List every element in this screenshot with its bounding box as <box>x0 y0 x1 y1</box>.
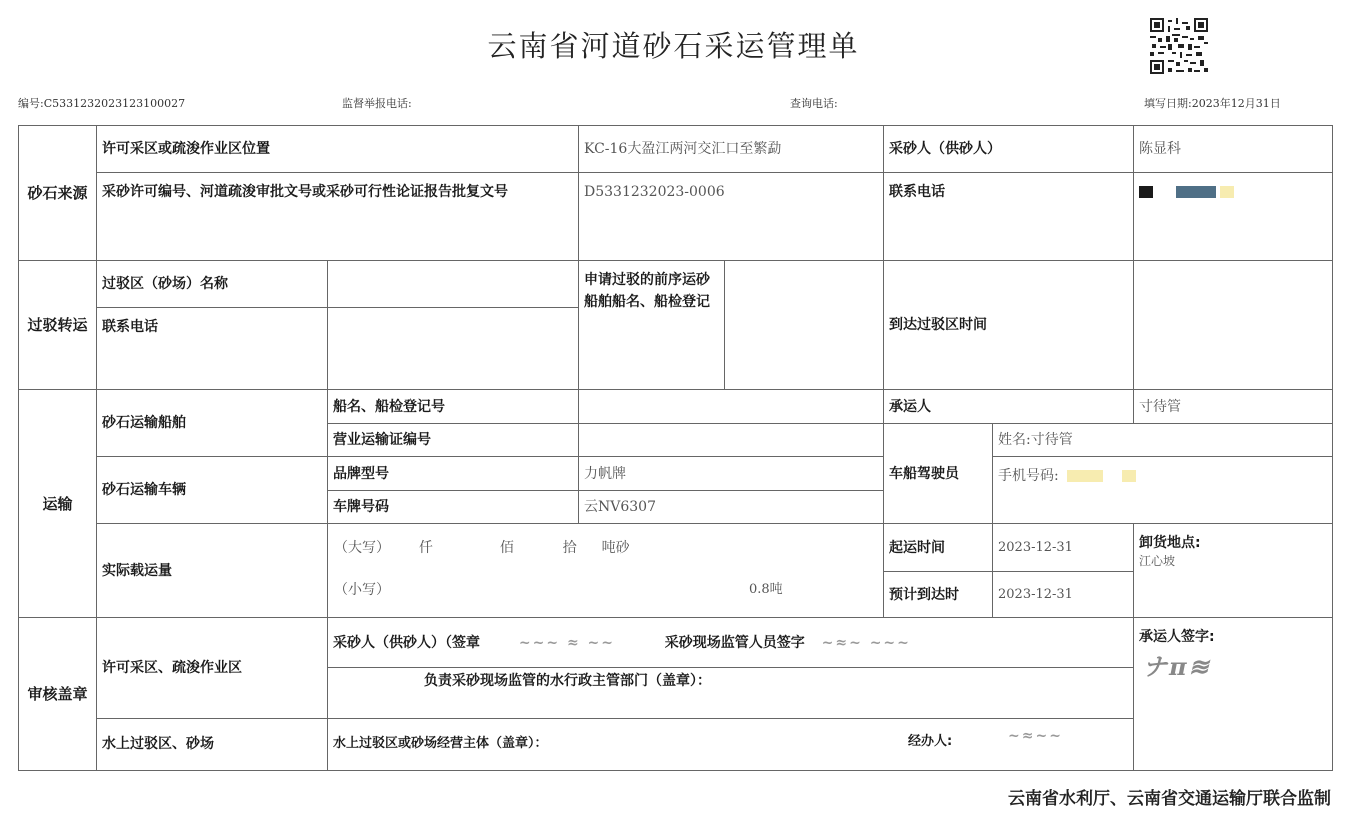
business-cert-value <box>579 423 884 456</box>
supervisor-signature-icon: ~≈~ ~~~ <box>821 634 911 651</box>
query-phone: 查询电话: <box>790 97 838 110</box>
plate-value: 云NV6307 <box>579 490 884 523</box>
carrier-value: 寸待管 <box>1134 390 1333 423</box>
fill-date: 填写日期:2023年12月31日 <box>1144 97 1281 110</box>
miner-value: 陈显科 <box>1134 126 1333 173</box>
plate-label: 车牌号码 <box>328 490 579 523</box>
eta-value: 2023-12-31 <box>993 572 1134 618</box>
footer-issuer: 云南省水利厅、云南省交通运输厅联合监制 <box>1008 789 1331 809</box>
yard-name-value <box>328 260 579 307</box>
load-upper-bai: 佰 <box>499 539 514 556</box>
load-upper-shi: 拾 <box>562 539 577 556</box>
load-lower-value: 0.8吨 <box>749 581 783 597</box>
document-title: 云南省河道砂石采运管理单 <box>487 29 860 63</box>
load-upper-prefix: （大写） <box>334 539 390 556</box>
yard-entity-label: 水上过驳区或砂场经营主体（盖章）： <box>333 736 548 752</box>
redacted-phone <box>1067 470 1103 482</box>
permit-area-label: 许可采区、疏浚作业区 <box>97 618 328 718</box>
unload-location <box>1134 524 1333 618</box>
carrier-sign-cell <box>1134 618 1333 771</box>
unload-value: 江心坡 <box>1139 554 1176 569</box>
vessel-label: 砂石运输船舶 <box>97 390 328 457</box>
vessel-name-label: 船名、船检登记号 <box>328 390 579 423</box>
handler-signature-icon: ~≈~~ <box>1008 727 1063 744</box>
carrier-sign-label: 承运人签字: <box>1139 629 1215 646</box>
redacted-phone <box>1122 470 1136 482</box>
business-cert-label: 营业运输证编号 <box>328 423 579 456</box>
depart-time-label: 起运时间 <box>884 524 993 572</box>
driver-phone <box>993 457 1333 524</box>
driver-label: 车船驾驶员 <box>884 423 993 523</box>
supervision-phone: 监督举报电话: <box>342 97 412 110</box>
section-approval-label: 审核盖章 <box>19 618 97 771</box>
section-transfer-label: 过驳转运 <box>19 260 97 390</box>
eta-label: 预计到达时 <box>884 572 993 618</box>
miner-signature-icon: ~~~ ≈ ~~ <box>518 634 616 651</box>
authority-label: 负责采砂现场监管的水行政主管部门（盖章）： <box>424 673 711 690</box>
handler-label: 经办人: <box>908 733 953 749</box>
authority-row <box>328 668 1134 718</box>
permit-value: D5331232023-0006 <box>579 173 884 261</box>
prior-vessel-label: 申请过驳的前序运砂船舶船名、船检登记 <box>579 260 725 390</box>
yard-entity-row <box>328 718 1134 770</box>
transfer-contact-value <box>328 307 579 390</box>
carrier-label: 承运人 <box>884 390 1134 423</box>
management-form-table <box>18 125 1333 771</box>
depart-time-value: 2023-12-31 <box>993 524 1134 572</box>
driver-name: 姓名:寸待管 <box>993 423 1333 456</box>
permit-label: 采砂许可编号、河道疏浚审批文号或采砂可行性论证报告批复文号 <box>97 173 579 261</box>
brand-label: 品牌型号 <box>328 457 579 490</box>
miner-sign-label: 采砂人（供砂人）（签章 <box>333 634 480 651</box>
driver-phone-label: 手机号码: <box>998 468 1059 485</box>
redacted-phone <box>1220 186 1234 198</box>
location-value: KC-16大盈江两河交汇口至繁勐 <box>579 126 884 173</box>
document-number: 编号:C5331232023123100027 <box>18 97 186 110</box>
arrival-time-label: 到达过驳区时间 <box>884 260 1134 390</box>
source-contact-value <box>1134 173 1333 261</box>
redacted-phone <box>1176 186 1216 198</box>
section-source-label: 砂石来源 <box>19 126 97 261</box>
supervisor-sign-label: 采砂现场监管人员签字 <box>664 634 805 651</box>
transfer-contact-label: 联系电话 <box>97 307 328 390</box>
prior-vessel-value <box>725 260 884 390</box>
load-label: 实际载运量 <box>97 524 328 618</box>
vessel-name-value <box>579 390 884 423</box>
load-upper-suffix: 吨砂 <box>601 539 630 556</box>
yard-area-label: 水上过驳区、砂场 <box>97 718 328 770</box>
miner-label: 采砂人（供砂人） <box>884 126 1134 173</box>
source-contact-label: 联系电话 <box>884 173 1134 261</box>
qr-code-icon <box>1150 18 1208 74</box>
carrier-signature-icon: ナπ≋ <box>1143 652 1211 682</box>
vehicle-label: 砂石运输车辆 <box>97 457 328 524</box>
redacted-phone <box>1139 186 1153 198</box>
load-value <box>328 524 884 618</box>
yard-name-label: 过驳区（砂场）名称 <box>97 260 328 307</box>
arrival-time-value <box>1134 260 1333 390</box>
location-label: 许可采区或疏浚作业区位置 <box>97 126 579 173</box>
load-lower-prefix: （小写） <box>334 581 390 598</box>
unload-label: 卸货地点: <box>1139 535 1201 552</box>
brand-value: 力帆牌 <box>579 457 884 490</box>
load-upper-qian: 仟 <box>418 539 433 556</box>
miner-sign-row <box>328 618 1134 668</box>
section-transport-label: 运输 <box>19 390 97 618</box>
